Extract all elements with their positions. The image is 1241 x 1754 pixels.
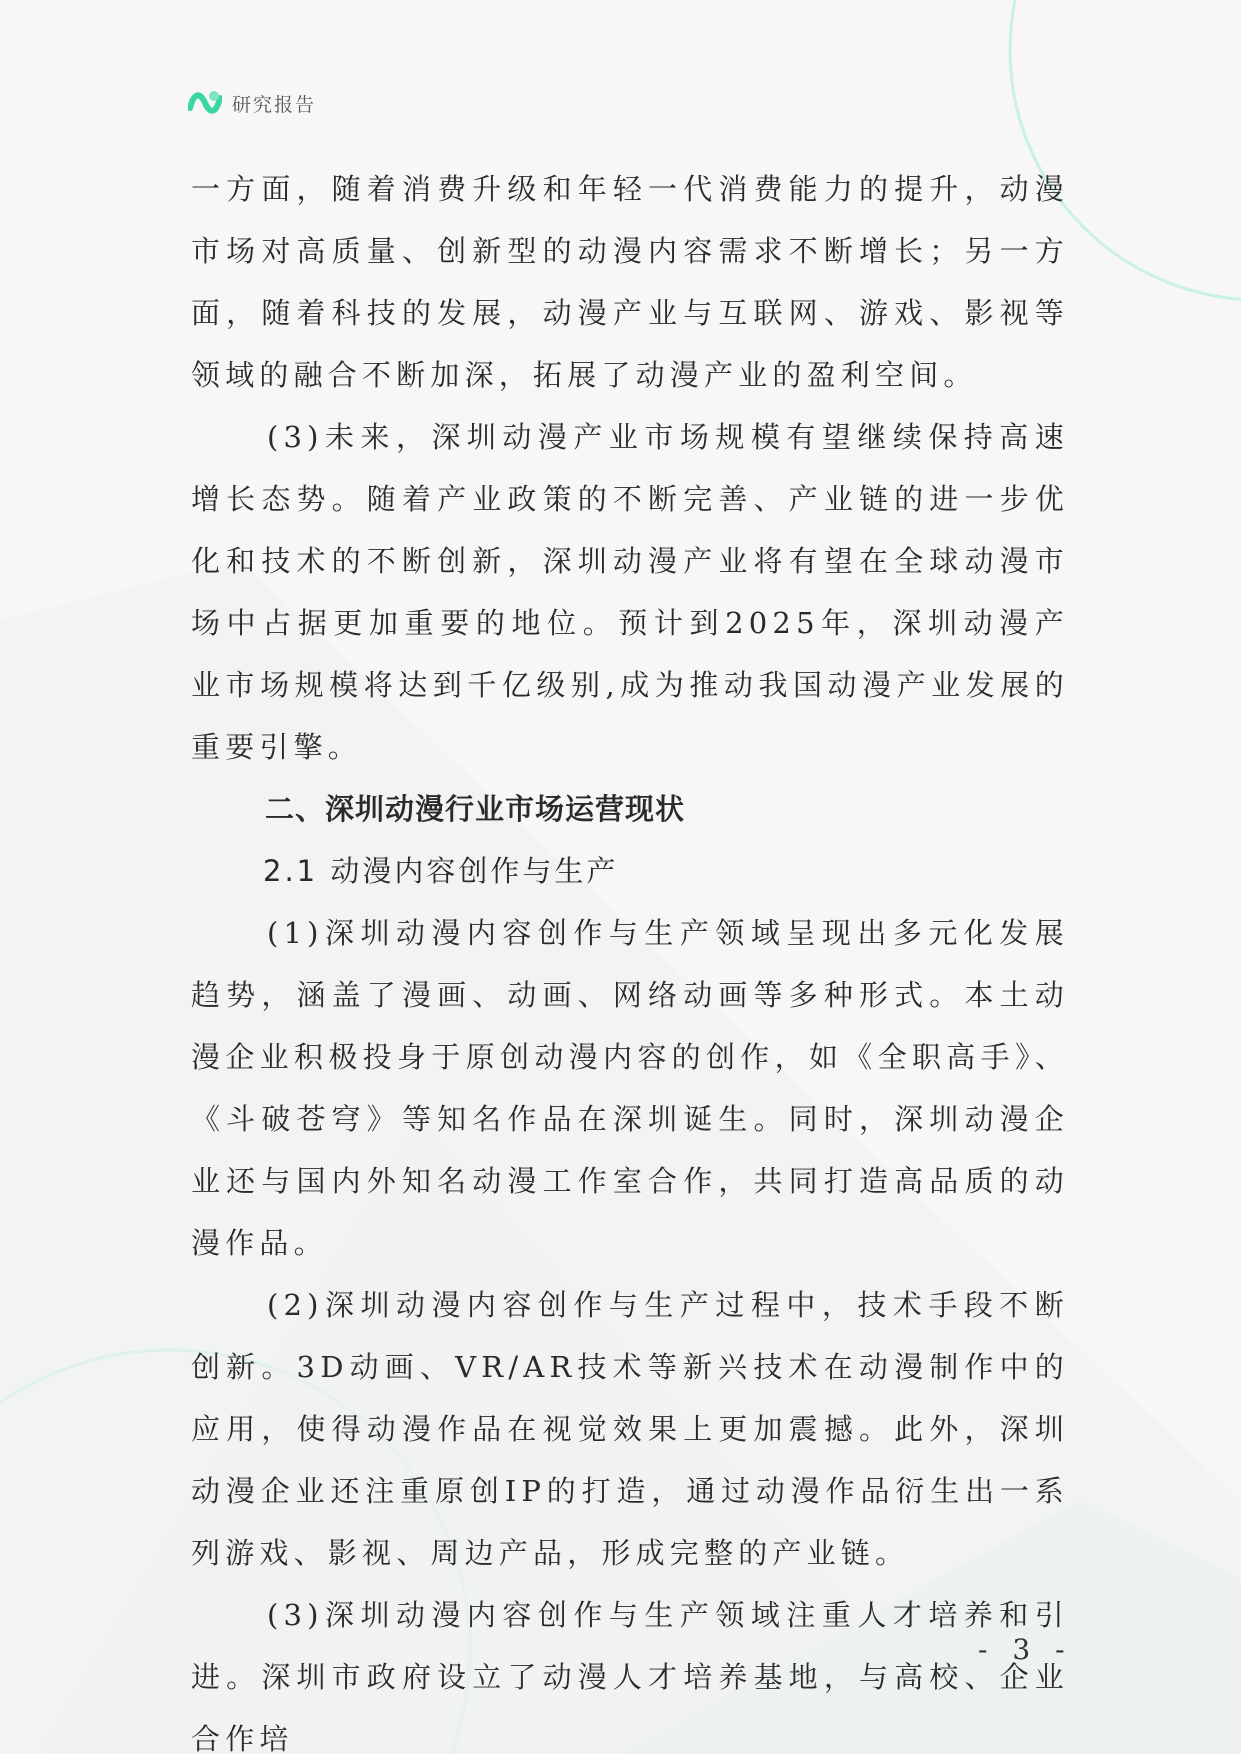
- paragraph-continuation: 一方面，随着消费升级和年轻一代消费能力的提升，动漫市场对高质量、创新型的动漫内容需求不断增长；另一方面，随着科技的发展，动漫产业与互联网、游戏、影视等领域的融合不断加深，拓展了动漫产业的盈利空间。: [191, 172, 1069, 392]
- paragraph-1-creation: (1)深圳动漫内容创作与生产领域呈现出多元化发展趋势，涵盖了漫画、动画、网络动画等多种形式。本土动漫企业积极投身于原创动漫内容的创作，如《全职高手》、《斗破苍穹》等知名作品在深圳诞生。同时，深圳动漫企业还与国内外知名动漫工作室合作，共同打造高品质的动漫作品。: [191, 916, 1069, 1260]
- page-number: - 3 -: [978, 1633, 1073, 1666]
- paragraph-3-talent: (3)深圳动漫内容创作与生产领域注重人才培养和引进。深圳市政府设立了动漫人才培养基地，与高校、企业合作培: [191, 1598, 1069, 1754]
- report-logo-icon: [188, 88, 222, 118]
- report-header: [188, 88, 316, 118]
- paragraph-2-technology: (2)深圳动漫内容创作与生产过程中，技术手段不断创新。3D动画、VR/AR技术等新兴技术在动漫制作中的应用，使得动漫作品在视觉效果上更加震撼。此外，深圳动漫企业还注重原创IP的打造，通过动漫作品衍生出一系列游戏、影视、周边产品，形成完整的产业链。: [191, 1288, 1069, 1570]
- paragraph-3-outlook: (3)未来，深圳动漫产业市场规模有望继续保持高速增长态势。随着产业政策的不断完善、产业链的进一步优化和技术的不断创新，深圳动漫产业将有望在全球动漫市场中占据更加重要的地位。预计到2025年，深圳动漫产业市场规模将达到千亿级别,成为推动我国动漫产业发展的重要引擎。: [191, 420, 1069, 764]
- subsection-heading: 2.1 动漫内容创作与生产: [263, 854, 619, 888]
- header-title: 研究报告: [232, 93, 317, 116]
- section-heading: 二、深圳动漫行业市场运营现状: [265, 792, 686, 826]
- document-body: [191, 158, 1069, 1754]
